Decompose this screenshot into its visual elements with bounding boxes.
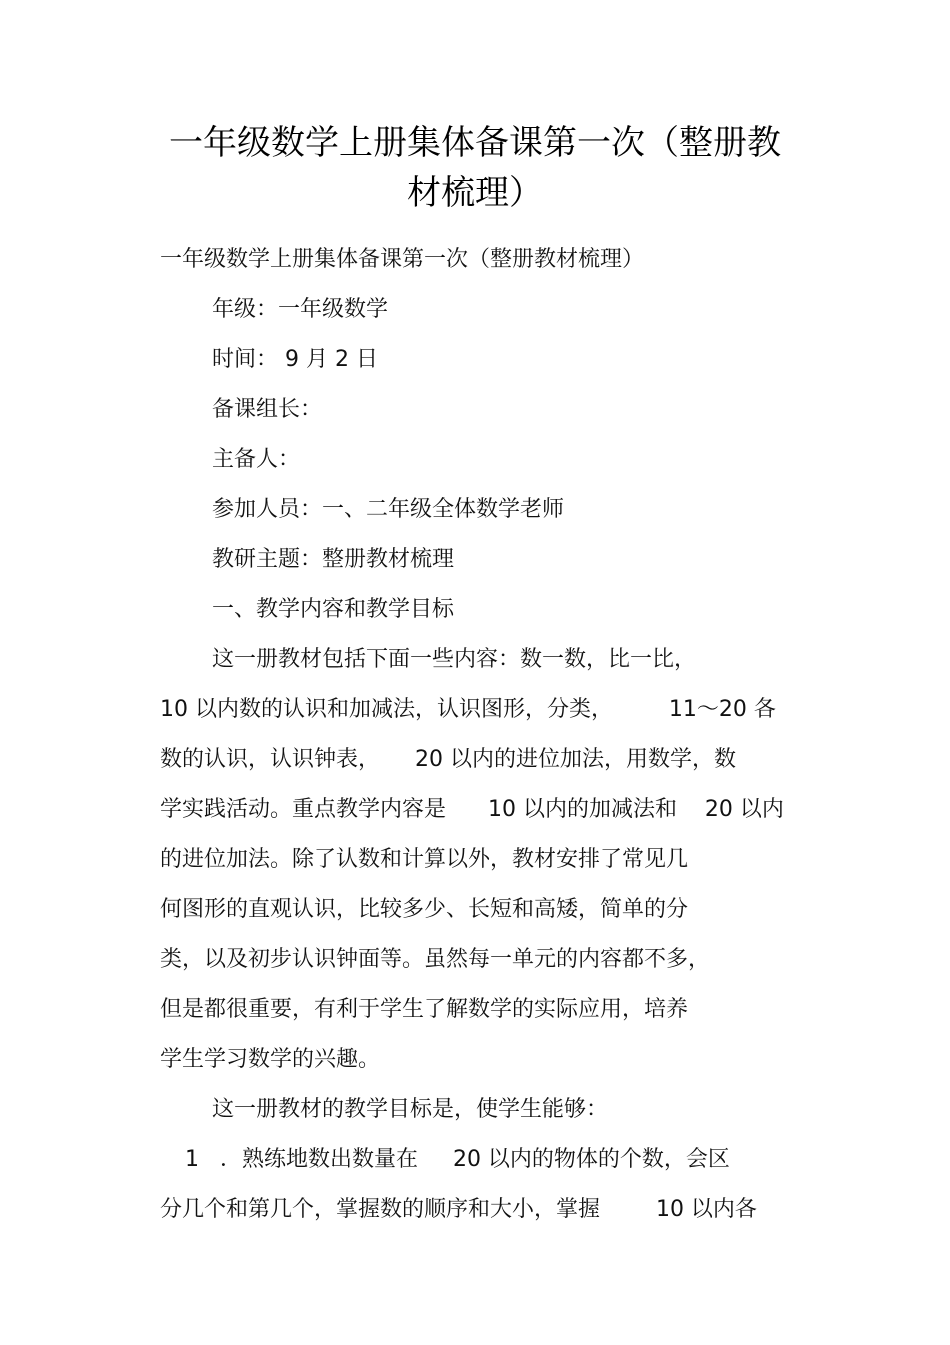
subtitle-line: 一年级数学上册集体备课第一次（整册教材梳理） [160,247,645,272]
paragraph-line: 何图形的直观认识，比较多少、长短和高矮，简单的分 [160,897,689,922]
paragraph-line: 10 以内数的认识和加减法，认识图形，分类， 11～20 各 [160,697,776,722]
paragraph-line: 学实践活动。重点教学内容是 10 以内的加减法和 20 以内 [160,797,784,822]
list-item-line: 分几个和第几个，掌握数的顺序和大小，掌握 10 以内各 [160,1197,757,1222]
list-item-line: 1 ．熟练地数出数量在 20 以内的物体的个数，会区 [185,1147,730,1172]
participants-line: 参加人员：一、二年级全体数学老师 [212,497,565,522]
paragraph-line: 数的认识，认识钟表， 20 以内的进位加法，用数学，数 [160,747,736,772]
paragraph-line: 的进位加法。除了认数和计算以外，教材安排了常见几 [160,847,689,872]
time-line: 时间： 9 月 2 日 [212,347,378,372]
grade-line: 年级：一年级数学 [212,297,389,322]
section-heading: 一、教学内容和教学目标 [212,597,455,622]
paragraph-line: 但是都很重要，有利于学生了解数学的实际应用，培养 [160,997,689,1022]
paragraph-line: 学生学习数学的兴趣。 [160,1047,381,1072]
paragraph-line: 这一册教材的教学目标是，使学生能够： [212,1097,609,1122]
paragraph-line: 这一册教材包括下面一些内容：数一数，比一比， [212,647,697,672]
group-leader-line: 备课组长： [212,397,323,422]
research-topic-line: 教研主题：整册教材梳理 [212,547,455,572]
document-title-line-1: 一年级数学上册集体备课第一次（整册教 [169,123,781,163]
paragraph-line: 类，以及初步认识钟面等。虽然每一单元的内容都不多， [160,947,711,972]
main-preparer-line: 主备人： [212,447,301,472]
document-title-line-2: 材梳理） [407,173,543,213]
